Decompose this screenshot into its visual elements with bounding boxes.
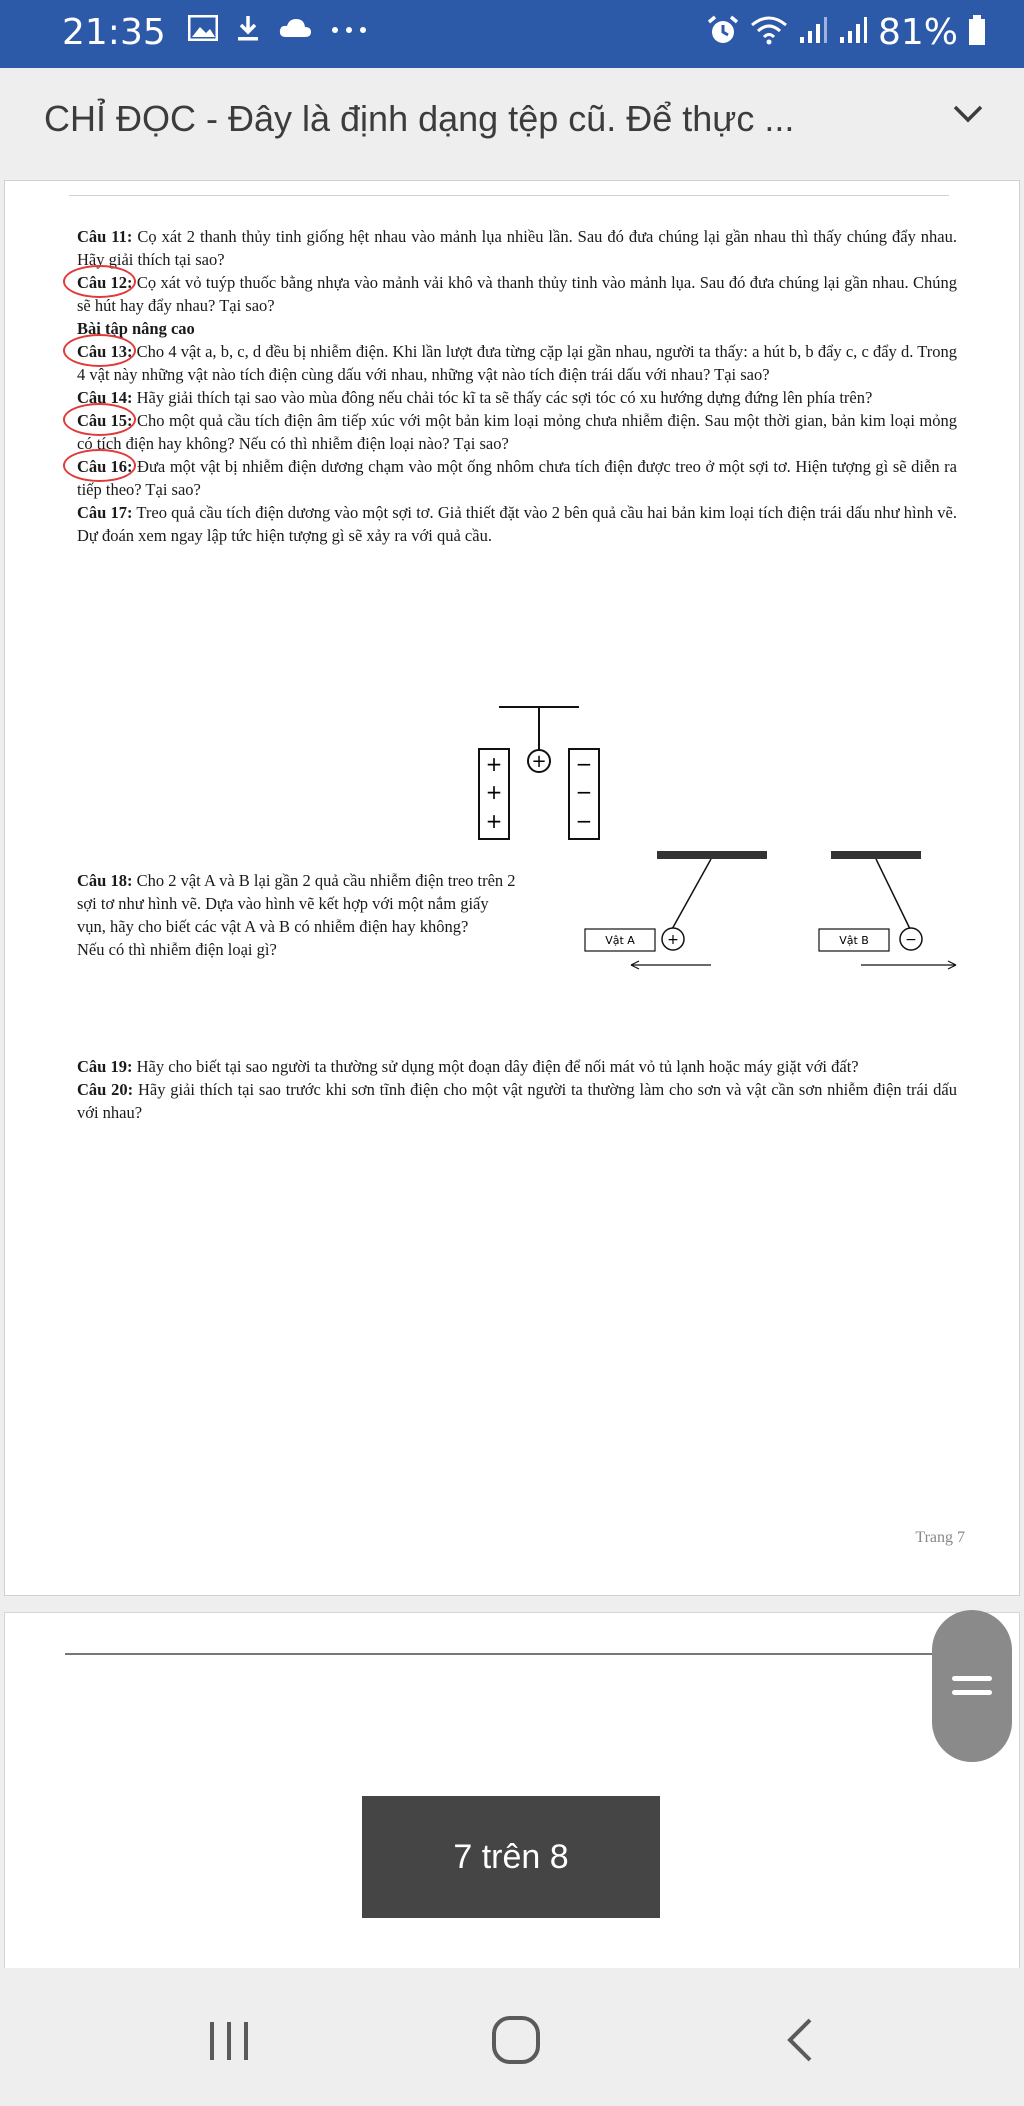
circled-label: Câu 16: [77,457,133,476]
question-16: Câu 16: Đưa một vật bị nhiễm điện dương chạm vào một ống nhôm chưa tích điện được treo ở một sợi tơ. Hiện tượng gì sẽ diễn ra tiếp theo? Tại sao? [77,457,957,499]
fast-scroll-handle[interactable] [932,1610,1012,1762]
question-11: Câu 11: Cọ xát 2 thanh thủy tinh giống hệt nhau vào mảnh lụa nhiều lần. Sau đó đưa chúng lại gần nhau thì thấy chúng đẩy nhau. Hãy giải thích tại sao? [77,227,957,269]
question-19: Câu 19: Hãy cho biết tại sao người ta thường sử dụng một đoạn dây điện để nối mát vỏ tủ lạnh hoặc máy giặt với đất? [77,1057,859,1076]
gallery-icon [188,15,218,46]
question-12: Câu 12: Cọ xát vỏ tuýp thuốc bằng nhựa vào mảnh vải khô và thanh thủy tinh vào mảnh lụa. Sau đó đưa chúng lại gần nhau. Chúng sẽ hút hay đẩy nhau? Tại sao? [77,273,957,315]
handle-grip-line [952,1676,992,1681]
battery-percent: 81% [877,12,958,53]
plate-plus-sign: + [485,752,503,776]
signal-icon [838,15,868,50]
vat-b-label: Vật B [839,934,869,947]
signal-icon [798,15,828,50]
question-17: Câu 17: Treo quả cầu tích điện dương vào một sợi tơ. Giả thiết đặt vào 2 bên quả cầu hai bản kim loại tích điện trái dấu như hình vẽ. Dự đoán xem ngay lập tức hiện tượng gì sẽ xảy ra với quả cầu. [77,503,957,545]
chevron-down-icon[interactable] [952,104,984,129]
cloud-icon [278,17,312,44]
status-bar [0,0,1024,68]
circled-label: Câu 12: [77,273,133,292]
page-divider [69,195,949,196]
recent-apps-icon[interactable] [206,2018,252,2069]
ball-charge-sign: + [531,751,547,772]
circled-label: Câu 13: [77,342,133,361]
back-icon[interactable] [784,2016,816,2069]
ball-b-sign: − [905,932,917,948]
figure-18-diagram [561,843,961,973]
plate-minus-sign: − [575,752,593,776]
status-time: 21:35 [62,12,166,53]
document-page [4,180,1020,1596]
home-icon[interactable] [490,2014,542,2071]
download-icon [236,14,260,47]
vat-a-label: Vật A [605,934,635,947]
battery-icon [968,14,986,51]
plate-plus-sign: + [485,780,503,804]
title-bar [0,68,1024,180]
plate-minus-sign: − [575,780,593,804]
document-text [77,225,957,547]
page-divider [65,1653,965,1655]
question-13: Câu 13: Cho 4 vật a, b, c, d đều bị nhiễm điện. Khi lần lượt đưa từng cặp lại gần nhau, người ta thấy: a hút b, b đẩy c, c đẩy d. Trong 4 vật này những vật nào tích điện cùng dấu với nhau, những vật nào tích điện trái dấu với nhau? Tại sao? [77,342,957,384]
status-left-icons [188,14,368,47]
circled-label: Câu 15: [77,411,133,430]
status-right-icons [706,12,986,53]
question-15: Câu 15: Cho một quả cầu tích điện âm tiếp xúc với một bản kim loại mỏng chưa nhiễm điện. Sau một thời gian, bản kim loại mỏng có tích điện hay không? Nếu có thì nhiễm điện loại nào? Tại sao? [77,411,957,453]
figure-17-diagram [459,701,629,851]
ball-a-sign: + [667,932,679,948]
alarm-icon [706,14,740,51]
plate-minus-sign: − [575,809,593,833]
read-only-banner-title[interactable]: CHỈ ĐỌC - Đây là định dạng tệp cũ. Để thực ... [44,98,795,139]
advanced-heading: Bài tập nâng cao [77,319,195,338]
navigation-bar [0,1968,1024,2106]
handle-grip-line [952,1690,992,1695]
wifi-icon [750,15,788,50]
question-14: Câu 14: Hãy giải thích tại sao vào mùa đông nếu chải tóc kĩ ta sẽ thấy các sợi tóc có xu hướng dựng đứng lên phía trên? [77,388,873,407]
page-footer: Trang 7 [915,1529,965,1546]
more-dots-icon [330,22,368,40]
document-text-lower [77,1055,957,1124]
page-indicator: 7 trên 8 [362,1796,660,1918]
plate-plus-sign: + [485,809,503,833]
question-18: Câu 18: Cho 2 vật A và B lại gần 2 quả cầu nhiễm điện treo trên 2 sợi tơ như hình vẽ. Dựa vào hình vẽ kết hợp với một nắm giấy vụn, hãy cho biết các vật A và B có nhiễm điện hay không? Nếu có thì nhiễm điện loại gì? [77,871,516,959]
question-20: Câu 20: Hãy giải thích tại sao trước khi sơn tĩnh điện cho một vật người ta thường làm cho sơn và vật cần sơn nhiễm điện trái dấu với nhau? [77,1080,957,1122]
